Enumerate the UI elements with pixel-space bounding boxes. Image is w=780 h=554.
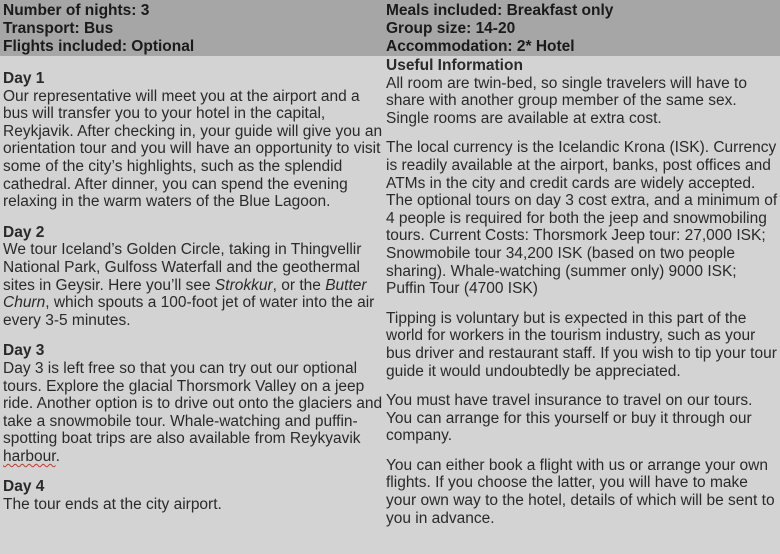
day-3-text	[3, 360, 382, 465]
group-size-info: Group size: 14-20	[386, 20, 516, 37]
day-3-section	[3, 342, 385, 465]
day-2-text-b: , or the	[272, 276, 326, 294]
insurance-paragraph: You must have travel insurance to travel on our tours. You can arrange for this yourself or buy it through our company.	[386, 392, 753, 445]
rooms-paragraph: All room are twin-bed, so single travelers will have to share with another group member of the same sex. Single rooms are available at extra cost.	[386, 74, 747, 127]
day-1-section	[3, 70, 385, 211]
accommodation-info: Accommodation: 2* Hotel	[386, 38, 575, 55]
butter-churn-emphasis: Butter Churn	[3, 276, 367, 312]
meals-info: Meals included: Breakfast only	[386, 2, 614, 19]
day-2-text	[3, 241, 374, 328]
spelling-flag-harbour: harbour	[3, 447, 56, 465]
day-2-section	[3, 224, 385, 330]
flights-info: Flights included: Optional	[3, 38, 195, 55]
transport-info: Transport: Bus	[3, 20, 114, 37]
day-2-title: Day 2	[3, 223, 45, 241]
day-2-text-c: , which spouts a 100-foot jet of water into the air every 3-5 minutes.	[3, 294, 375, 329]
tipping-paragraph: Tipping is voluntary but is expected in this part of the world for workers in the tourism industry, such as your bus driver and restaurant staff. If you wish to tip your tour guide it would undoubtedly be appreciated.	[386, 309, 777, 380]
day-2-text-a: We tour Iceland’s Golden Circle, taking in Thingvellir National Park, Gulfoss Waterfall and the geothermal sites in Geysir. Here you’ll see	[3, 241, 362, 294]
day-4-title: Day 4	[3, 478, 45, 496]
summary-left-column	[3, 2, 383, 56]
summary-right-column	[386, 2, 776, 56]
useful-info-column	[386, 57, 778, 539]
tour-summary-header	[0, 0, 780, 56]
day-3-text-b: .	[55, 447, 60, 465]
day-1-title: Day 1	[3, 70, 45, 87]
itinerary-column	[3, 70, 385, 527]
day-3-title: Day 3	[3, 342, 45, 360]
day-3-text-a: Day 3 is left free so that you can try out our optional tours. Explore the glacial Thorsmork Valley on a jeep ride. Another option is to drive out onto the glaciers and take a snowmobile tour. Whale-watching and puffin-spotting boat trips are also available from Reykyavik	[3, 359, 383, 448]
day-4-text: The tour ends at the city airport.	[3, 496, 222, 514]
day-4-section	[3, 478, 385, 513]
day-1-text: Our representative will meet you at the airport and a bus will transfer you to your hotel in the capital, Reykjavik. After checking in, your guide will give you an orientation tour and you will have an opportunity to visit some of the city’s highlights, such as the splendid cathedral. After dinner, you can spend the evening relaxing in the warm waters of the Blue Lagoon.	[3, 87, 383, 211]
useful-info-title: Useful Information	[386, 57, 523, 74]
flights-paragraph: You can either book a flight with us or arrange your own flights. If you choose the latter, you will have to make your own way to the hotel, details of which will be sent to you in advance.	[386, 456, 775, 527]
currency-paragraph: The local currency is the Icelandic Krona (ISK). Currency is readily available at the airport, banks, post offices and ATMs in the city and credit cards are widely accepted. The optional tours on day 3 cost extra, and a minimum of 4 people is required for both the jeep and snowmobiling tours. Current Costs: Thorsmork Jeep tour: 27,000 ISK; Snowmobile tour 34,200 ISK (based on two people sharing). Whale-watching (summer only) 9000 ISK; Puffin Tour (4700 ISK)	[386, 139, 778, 298]
nights-info: Number of nights: 3	[3, 2, 150, 19]
strokkur-emphasis: Strokkur	[214, 276, 273, 294]
